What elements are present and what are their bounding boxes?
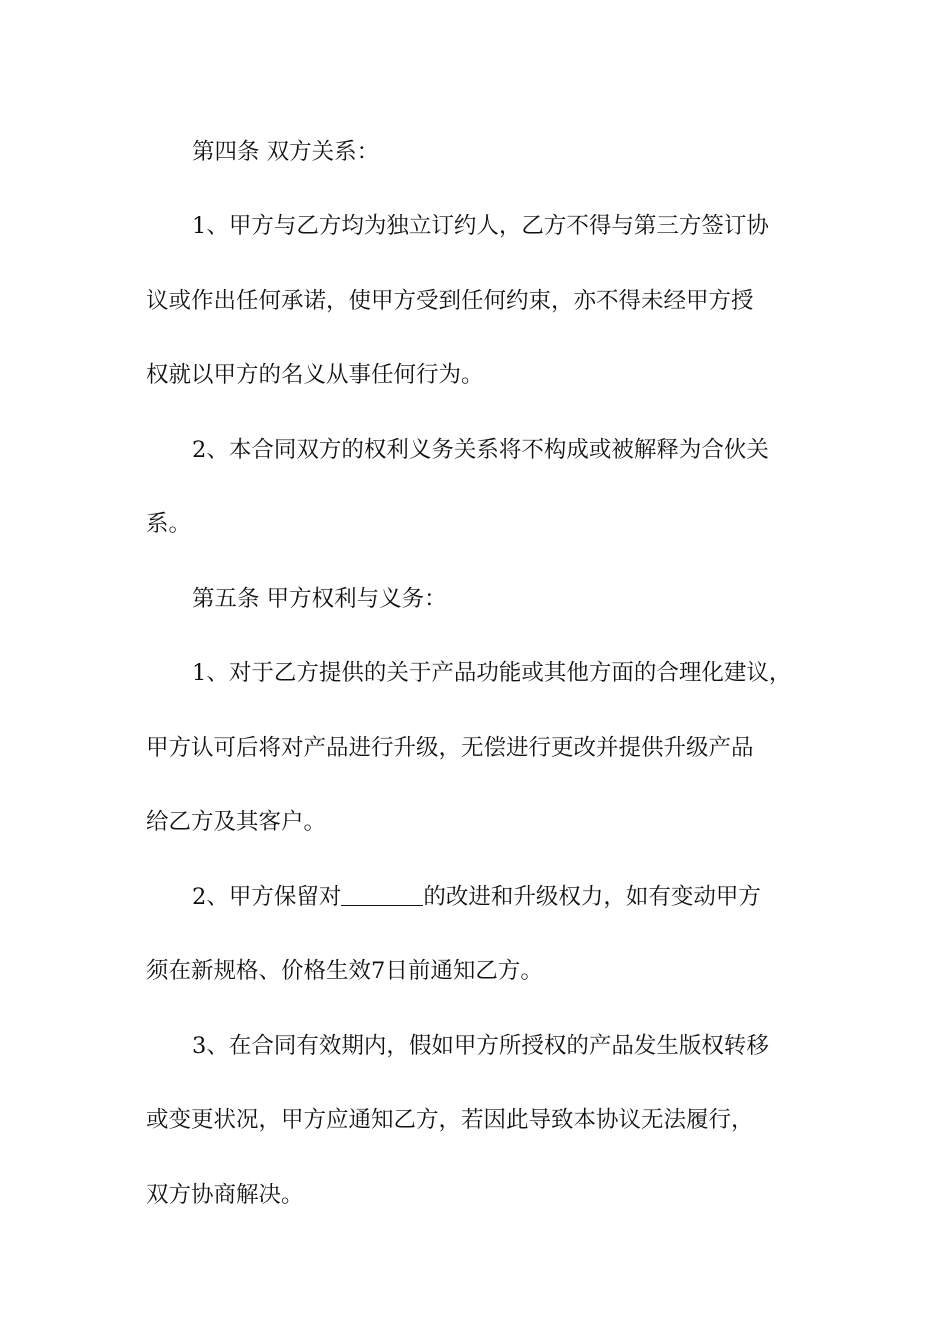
article4-heading: 第四条 双方关系： <box>192 139 380 165</box>
article5-item3-line1: 3、在合同有效期内，假如甲方所授权的产品发生版权转移 <box>192 1033 769 1059</box>
article4-item2-line2: 系。 <box>146 511 192 537</box>
article5-heading: 第五条 甲方权利与义务： <box>192 586 447 612</box>
article5-item2-line1 <box>192 882 761 912</box>
article5-item1-line1: 1、对于乙方提供的关于产品功能或其他方面的合理化建议， <box>192 660 792 686</box>
article5-item3-line3: 双方协商解决。 <box>146 1182 304 1208</box>
article5-item2-text-before-blank: 2、甲方保留对 <box>192 884 342 910</box>
article4-item1-line2: 议或作出任何承诺，使甲方受到任何约束，亦不得未经甲方授 <box>146 288 754 314</box>
fill-in-blank <box>341 883 423 906</box>
article5-item2-text-after-blank: 的改进和升级权力，如有变动甲方 <box>423 884 761 910</box>
article4-item1-line3: 权就以甲方的名义从事任何行为。 <box>146 362 484 388</box>
article4-item2-line1: 2、本合同双方的权利义务关系将不构成或被解释为合伙关 <box>192 437 769 463</box>
article5-item1-line3: 给乙方及其客户。 <box>146 809 327 835</box>
article5-item3-line2: 或变更状况，甲方应通知乙方，若因此导致本协议无法履行， <box>146 1107 754 1133</box>
article4-item1-line1: 1、甲方与乙方均为独立订约人，乙方不得与第三方签订协 <box>192 213 769 239</box>
article5-item2-line2: 须在新规格、价格生效7日前通知乙方。 <box>146 958 543 984</box>
article5-item1-line2: 甲方认可后将对产品进行升级，无偿进行更改并提供升级产品 <box>146 735 754 761</box>
